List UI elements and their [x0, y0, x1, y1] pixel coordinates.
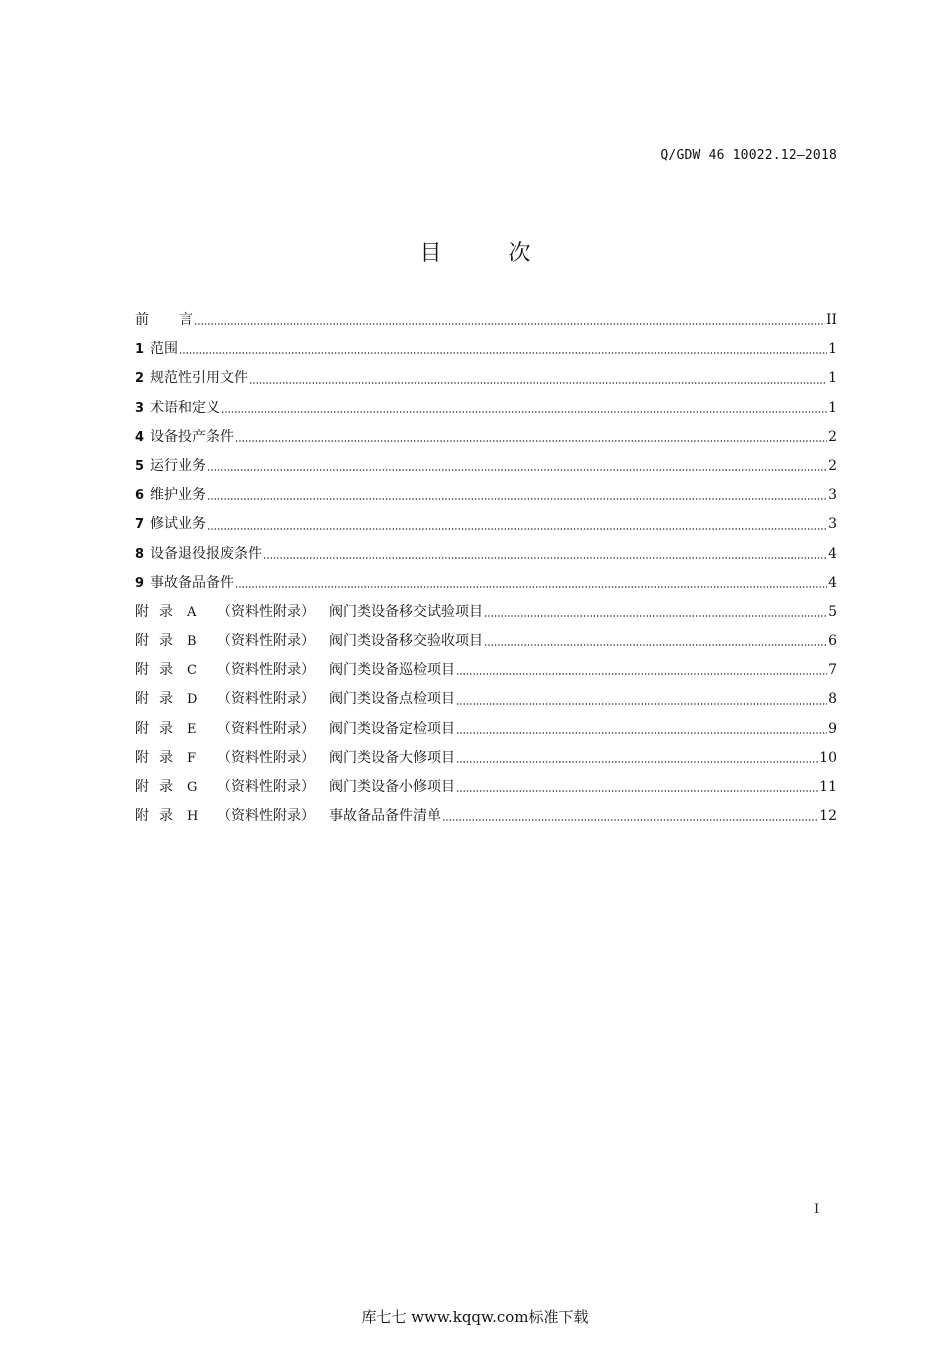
- toc-page-number: 10: [819, 749, 837, 766]
- toc-entry-appendix[interactable]: [135, 773, 837, 802]
- toc-title: 目 次: [419, 241, 561, 266]
- toc-page-number: II: [825, 312, 837, 328]
- dot-leader: [456, 673, 827, 675]
- toc-page-number: 4: [828, 545, 837, 562]
- toc-entry-section[interactable]: [135, 510, 837, 539]
- section-title: 事故备品备件: [150, 574, 235, 591]
- toc-entry-section[interactable]: [135, 423, 837, 452]
- toc-entry-label: [135, 306, 193, 335]
- toc-entry-section[interactable]: [135, 335, 837, 364]
- dot-leader: [456, 790, 818, 792]
- toc-page-number: 12: [819, 808, 837, 825]
- appendix-prefix: 附录: [135, 603, 183, 620]
- toc-entry-label: [135, 656, 455, 685]
- appendix-note: （资料性附录）: [217, 779, 315, 795]
- toc-page-number: 2: [828, 428, 837, 445]
- toc-entry-label: [135, 802, 441, 831]
- section-title: 术语和定义: [150, 399, 221, 416]
- appendix-prefix: 附录: [135, 662, 183, 679]
- section-title: 规范性引用文件: [150, 370, 249, 387]
- appendix-note: （资料性附录）: [217, 603, 315, 620]
- preface-char-2: 言: [179, 312, 193, 328]
- appendix-letter: C: [187, 663, 197, 679]
- toc-entry-label: [135, 394, 220, 423]
- appendix-note: （资料性附录）: [217, 808, 315, 825]
- toc-entry-label: [135, 773, 455, 802]
- appendix-letter: H: [187, 809, 199, 825]
- section-number: 9: [135, 575, 145, 591]
- section-number: 6: [135, 488, 145, 504]
- dot-leader: [207, 528, 827, 530]
- toc-entry-appendix[interactable]: [135, 627, 837, 656]
- toc-entry-section[interactable]: [135, 394, 837, 423]
- toc-entry-label: [135, 715, 455, 744]
- dot-leader: [194, 323, 825, 325]
- appendix-letter: D: [187, 692, 198, 708]
- toc-page-number: 2: [828, 457, 837, 474]
- appendix-note: （资料性附录）: [217, 662, 315, 679]
- dot-leader: [207, 498, 827, 500]
- toc-entry-label: [135, 423, 234, 452]
- appendix-prefix: 附录: [135, 720, 183, 737]
- toc-entry-label: [135, 364, 248, 393]
- section-title: 维护业务: [150, 487, 207, 504]
- toc-entry-label: [135, 744, 455, 773]
- toc-entry-label: [135, 598, 483, 627]
- document-code: Q/GDW 46 10022.12—2018: [660, 148, 837, 163]
- toc-page-number: 3: [828, 516, 837, 533]
- toc-page-number: 7: [828, 662, 837, 679]
- toc-entry-appendix[interactable]: [135, 598, 837, 627]
- appendix-prefix: 附录: [135, 749, 183, 766]
- appendix-title: 阀门类设备大修项目: [329, 749, 455, 766]
- appendix-letter: F: [187, 750, 197, 766]
- toc-entry-label: [135, 685, 455, 714]
- toc-entry-label: [135, 569, 234, 598]
- toc-entry-label: [135, 540, 262, 569]
- section-title: 修试业务: [150, 516, 207, 533]
- appendix-letter: G: [187, 780, 198, 795]
- preface-char-1: 前: [135, 312, 149, 328]
- dot-leader: [235, 440, 827, 442]
- toc-entry-section[interactable]: [135, 569, 837, 598]
- appendix-prefix: 附录: [135, 633, 183, 650]
- dot-leader: [221, 411, 827, 413]
- section-title: 设备退役报废条件: [150, 545, 263, 562]
- dot-leader: [484, 615, 827, 617]
- toc-page-number: 1: [828, 399, 837, 416]
- dot-leader: [442, 819, 818, 821]
- toc-page-number: 9: [828, 720, 837, 737]
- appendix-title: 阀门类设备移交试验项目: [329, 603, 483, 620]
- toc-page-number: 5: [828, 603, 837, 620]
- toc-page-number: 11: [819, 779, 837, 795]
- appendix-title: 阀门类设备定检项目: [329, 720, 455, 737]
- dot-leader: [456, 732, 827, 734]
- appendix-note: （资料性附录）: [217, 720, 315, 737]
- toc-entry-appendix[interactable]: [135, 685, 837, 714]
- toc-entry-section[interactable]: [135, 481, 837, 510]
- toc-page-number: 6: [828, 633, 837, 650]
- toc-page-number: 1: [828, 341, 837, 358]
- appendix-title: 阀门类设备小修项目: [329, 779, 455, 795]
- table-of-contents: [135, 306, 837, 831]
- appendix-prefix: 附录: [135, 808, 183, 825]
- toc-entry-appendix[interactable]: [135, 744, 837, 773]
- section-title: 范围: [150, 341, 179, 358]
- section-number: 8: [135, 546, 145, 562]
- dot-leader: [263, 557, 827, 559]
- toc-entry-section[interactable]: [135, 364, 837, 393]
- page-number: I: [814, 1202, 820, 1217]
- appendix-note: （资料性附录）: [217, 633, 315, 650]
- appendix-title: 阀门类设备移交验收项目: [329, 633, 483, 650]
- toc-entry-label: [135, 452, 206, 481]
- toc-entry-section[interactable]: [135, 540, 837, 569]
- section-number: 3: [135, 400, 145, 416]
- dot-leader: [235, 586, 827, 588]
- toc-page-number: 8: [828, 691, 837, 708]
- toc-page-number: 4: [828, 574, 837, 591]
- toc-entry-appendix[interactable]: [135, 656, 837, 685]
- section-title: 设备投产条件: [150, 428, 235, 445]
- dot-leader: [456, 703, 827, 705]
- section-number: 7: [135, 517, 145, 533]
- dot-leader: [456, 761, 818, 763]
- dot-leader: [484, 644, 827, 646]
- dot-leader: [207, 469, 827, 471]
- appendix-prefix: 附录: [135, 779, 183, 795]
- toc-entry-preface[interactable]: [135, 306, 837, 335]
- download-watermark: 库七七 www.kqqw.com标准下载: [361, 1308, 589, 1326]
- toc-entry-label: [135, 481, 206, 510]
- toc-page-number: 3: [828, 487, 837, 504]
- appendix-note: （资料性附录）: [217, 749, 315, 766]
- appendix-prefix: 附录: [135, 691, 183, 708]
- appendix-letter: B: [187, 634, 197, 650]
- toc-entry-section[interactable]: [135, 452, 837, 481]
- appendix-title: 阀门类设备巡检项目: [329, 662, 455, 679]
- section-number: 5: [135, 458, 145, 474]
- appendix-note: （资料性附录）: [217, 691, 315, 708]
- section-number: 4: [135, 429, 145, 445]
- toc-entry-label: [135, 335, 178, 364]
- appendix-title: 事故备品备件清单: [329, 808, 441, 825]
- toc-page-number: 1: [828, 370, 837, 387]
- appendix-title: 阀门类设备点检项目: [329, 691, 455, 708]
- toc-entry-appendix[interactable]: [135, 802, 837, 831]
- section-number: 1: [135, 342, 145, 358]
- toc-entry-label: [135, 510, 206, 539]
- appendix-letter: A: [187, 604, 197, 620]
- dot-leader: [249, 382, 827, 384]
- section-number: 2: [135, 371, 145, 387]
- section-title: 运行业务: [150, 457, 207, 474]
- toc-entry-label: [135, 627, 483, 656]
- appendix-letter: E: [187, 721, 197, 737]
- dot-leader: [179, 352, 827, 354]
- toc-entry-appendix[interactable]: [135, 715, 837, 744]
